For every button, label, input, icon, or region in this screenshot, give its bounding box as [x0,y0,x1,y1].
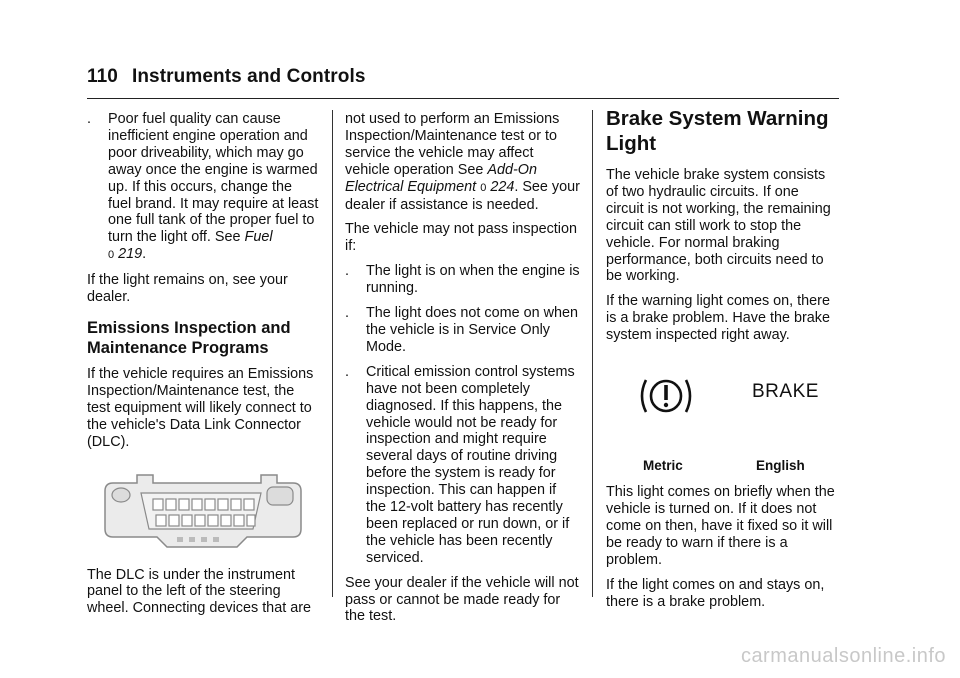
paragraph: not used to perform an Emissions Inspection/Maintenance test or to service the vehicle may affect vehicle operation See Add-On Electrical Equipment 0 224. See your dealer if assistance is needed. [345,111,580,213]
page-header [87,66,839,88]
paragraph: If the light remains on, see your dealer. [87,272,288,306]
bullet-text: Critical emission control systems have not been completely diagnosed. If this happens, the vehicle would not be ready for inspection and might require several days of routine driving before the system is ready for inspection. This can happen if the 12-volt battery has recently been replaced or run down, or if the vehicle has been recently serviced. [366,363,575,566]
bullet-text: Poor fuel quality can cause inefficient engine operation and poor driveability, which may go away once the engine is warmed up. If this occurs, change the fuel brand. It may require at least one full tank of the proper fuel to turn the light off. See [108,111,319,246]
brake-lamp-symbols [606,366,840,458]
paragraph: This light comes on briefly when the vehicle is turned on. If it does not come on then, have it fixed so it will be ready to warn if there is a problem. [606,484,835,568]
watermark: carmanualsonline.info [740,645,946,667]
lamp-labels [606,458,840,484]
bullet-dot: . [345,363,349,380]
dlc-connector-icon [97,471,307,553]
label-english: English [756,458,805,474]
paragraph: The vehicle brake system consists of two hydraulic circuits. If one circuit is not working, the remaining circuit can still work to stop the vehicle. For normal braking performance, both circuits need to be working. [606,167,831,285]
header-text [87,66,839,88]
column-1 [87,111,319,625]
column-divider-1 [332,110,333,597]
bullet-item [345,364,580,567]
paragraph: See your dealer if the vehicle will not pass or cannot be made ready for the test. [345,574,579,625]
section-heading: Brake System Warning Light [606,107,829,155]
add-on-electrical-link[interactable]: Add-On Electrical Equipment 0 224 [345,161,538,195]
bullet-dot: . [345,263,349,280]
bullet-dot: . [345,305,349,322]
column-2 [345,111,580,633]
bullet-text: The light does not come on when the vehicle is in Service Only Mode. [366,305,578,355]
paragraph: The DLC is under the instrument panel to the left of the steering wheel. Connecting devices that are [87,566,311,617]
bullet-item [345,263,580,297]
bullet-item [345,305,580,356]
column-divider-2 [592,110,593,597]
brake-warning-english-icon: BRAKE [752,381,819,403]
paragraph: The vehicle may not pass inspection if: [345,221,577,255]
bullet-fuel-quality: . Poor fuel quality can cause inefficient engine operation and poor driveability, which may go away once the engine is warmed up. If this occurs, change the fuel brand. It may require at least one full tank of the proper fuel to turn the light off. See Fuel 0 219. [87,111,319,263]
section-title: Instruments and Controls [131,66,366,87]
label-metric: Metric [643,458,683,474]
header-rule [87,98,839,99]
section-heading: Emissions Inspection and Maintenance Programs [87,318,291,357]
paragraph: If the vehicle requires an Emissions Inspection/Maintenance test, the test equipment will likely connect to the vehicle's Data Link Connector (DLC). [87,365,314,450]
column-3 [606,107,840,618]
dlc-connector-illustration [97,471,307,553]
page-number: 110 [87,66,118,87]
paragraph: If the warning light comes on, there is a brake problem. Have the brake system inspected right away. [606,293,830,344]
bullet-dot: . [87,111,91,127]
page-ref-arrow-icon: 0 [480,181,487,194]
fuel-link[interactable]: Fuel 0 219 [108,229,273,263]
brake-warning-metric-icon [636,366,696,426]
paragraph: If the light comes on and stays on, there is a brake problem. [606,576,825,610]
bullet-text: The light is on when the engine is running. [366,263,580,297]
page-ref-arrow-icon: 0 [108,249,115,262]
